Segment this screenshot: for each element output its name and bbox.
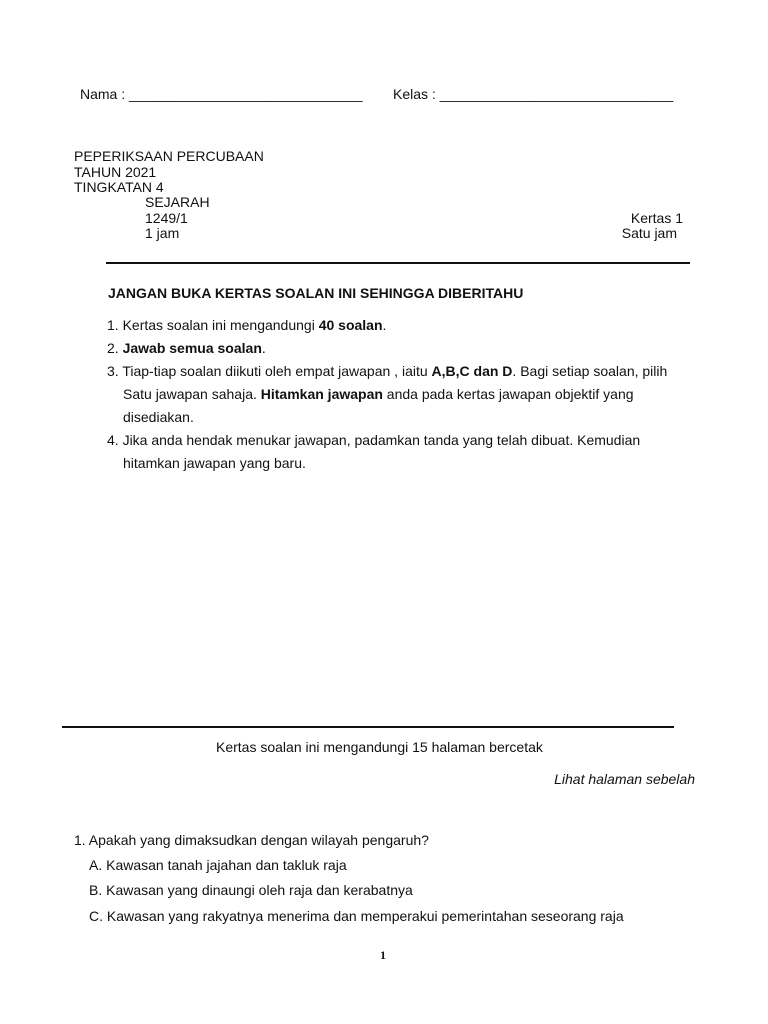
instruction-3-bold: A,B,C dan D (431, 363, 513, 379)
question-1-option-b: B. Kawasan yang dinaungi oleh raja dan kerabatnya (89, 882, 413, 898)
divider-top (106, 262, 690, 264)
instructions-heading: JANGAN BUKA KERTAS SOALAN INI SEHINGGA DIBERITAHU (108, 285, 524, 301)
divider-bottom (62, 726, 674, 728)
instruction-1-bold: 40 soalan (318, 317, 383, 333)
exam-duration: 1 jam (145, 225, 180, 241)
exam-subject: SEJARAH (145, 194, 210, 210)
instruction-item-3-line-2 (123, 383, 634, 406)
name-field: Nama : ______________________________ (80, 86, 363, 102)
next-page-note: Lihat halaman sebelah (554, 771, 695, 787)
instruction-item-4-line-1: 4. Jika anda hendak menukar jawapan, padamkan tanda yang telah dibuat. Kemudian (107, 432, 641, 448)
instruction-item-3-line-1 (107, 360, 667, 383)
instruction-3-line2-end: anda pada kertas jawapan objektif yang (382, 386, 634, 402)
instruction-item-4-line-2: hitamkan jawapan yang baru. (123, 455, 306, 471)
question-1-stem: 1. Apakah yang dimaksudkan dengan wilayah pengaruh? (74, 832, 429, 848)
instruction-3-text: 3. Tiap-tiap soalan diikuti oleh empat jawapan , iaitu (107, 363, 432, 379)
instruction-item-1 (107, 314, 386, 337)
pages-note: Kertas soalan ini mengandungi 15 halaman bercetak (216, 739, 543, 755)
exam-form: TINGKATAN 4 (74, 179, 164, 195)
instruction-item-2 (107, 337, 266, 360)
instruction-1-end: . (382, 317, 387, 333)
instruction-3-end: . Bagi setiap soalan, pilih (512, 363, 668, 379)
question-1-option-c: C. Kawasan yang rakyatnya menerima dan memperakui pemerintahan seseorang raja (89, 908, 624, 924)
class-field: Kelas : ______________________________ (393, 86, 674, 102)
question-1-option-a: A. Kawasan tanah jajahan dan takluk raja (89, 857, 347, 873)
exam-paper: Kertas 1 (630, 210, 683, 226)
instruction-3-line2-text: Satu jawapan sahaja. (123, 386, 261, 402)
exam-duration-words: Satu jam (621, 225, 677, 241)
instruction-2-end: . (261, 340, 266, 356)
instruction-2-text: 2. (107, 340, 123, 356)
instruction-1-text: 1. Kertas soalan ini mengandungi (107, 317, 319, 333)
instruction-2-bold: Jawab semua soalan (122, 340, 262, 356)
exam-year: TAHUN 2021 (74, 164, 157, 180)
page-number: 1 (380, 948, 386, 962)
instruction-item-3-line-3: disediakan. (123, 409, 194, 425)
instruction-3-line2-bold: Hitamkan jawapan (260, 386, 383, 402)
exam-title: PEPERIKSAAN PERCUBAAN (74, 148, 264, 164)
exam-code: 1249/1 (145, 210, 188, 226)
